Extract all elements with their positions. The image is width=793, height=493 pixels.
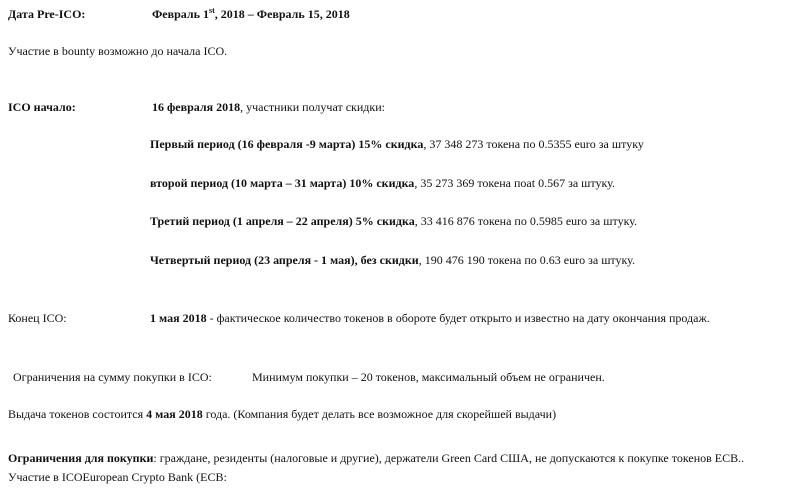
period-3	[150, 215, 637, 229]
period-1	[150, 138, 644, 152]
preico-label: Дата Pre-ICO:	[8, 7, 86, 21]
period-4-rest: , 190 476 190 токена по 0.63 euro за штуку.	[418, 253, 635, 267]
ico-end-rest: - фактическое количество токенов в обороте будет открыто и известно на дату окончания продаж.	[206, 311, 710, 325]
period-2-rest: , 35 273 369 токена поat 0.567 за штуку.	[414, 176, 615, 190]
preico-date-start: Февраль 1	[152, 7, 209, 21]
participation-note: Участие в ICOEuropean Crypto Bank (ECB:	[8, 470, 227, 484]
preico-date-end: , 2018 – Февраль 15, 2018	[214, 7, 350, 21]
ico-start-date: 16 февраля 2018	[152, 100, 241, 114]
restrictions-note	[8, 452, 744, 466]
period-3-rest: , 33 416 876 токена по 0.5985 euro за штуку.	[414, 214, 638, 228]
ico-end-date: 1 мая 2018	[150, 311, 207, 325]
ico-end-text	[150, 312, 710, 326]
ico-start-rest: , участники получат скидки:	[240, 100, 385, 114]
period-3-bold: Третий период (1 апреля – 22 апреля) 5% скидка	[150, 214, 415, 228]
ico-start-label: ICO начало:	[8, 100, 76, 114]
bounty-note: Участие в bounty возможно до начала ICO.	[8, 44, 228, 58]
issuance-date: 4 мая 2018	[146, 407, 203, 421]
issuance-note	[8, 408, 556, 422]
issuance-prefix: Выдача токенов состоится	[8, 407, 147, 421]
restrictions-text: : граждане, резиденты (налоговые и другие), держатели Green Card США, не допускаются к покупке токенов ECB..	[153, 451, 745, 465]
period-1-bold: Первый период (16 февраля -9 марта) 15% скидка	[150, 137, 424, 151]
period-4-bold: Четвертый период (23 апреля - 1 мая), без скидки	[150, 253, 419, 267]
period-2-bold: второй период (10 марта – 31 марта) 10% скидка	[150, 176, 415, 190]
preico-dates	[152, 8, 350, 22]
period-2	[150, 177, 615, 191]
period-4	[150, 254, 635, 268]
period-1-rest: , 37 348 273 токена по 0.5355 euro за штуку	[423, 137, 644, 151]
issuance-suffix: года. (Компания будет делать все возможное для скорейшей выдачи)	[202, 407, 557, 421]
limits-value: Минимум покупки – 20 токенов, максимальный объем не ограничен.	[252, 370, 605, 384]
limits-label: Ограничения на сумму покупки в ICO:	[13, 370, 212, 384]
ico-end-label: Конец ICO:	[8, 311, 67, 325]
restrictions-label: Ограничения для покупки	[8, 451, 154, 465]
ico-start-text	[152, 101, 385, 115]
preico-row	[8, 8, 85, 22]
preico-date-sup: st	[208, 6, 215, 15]
